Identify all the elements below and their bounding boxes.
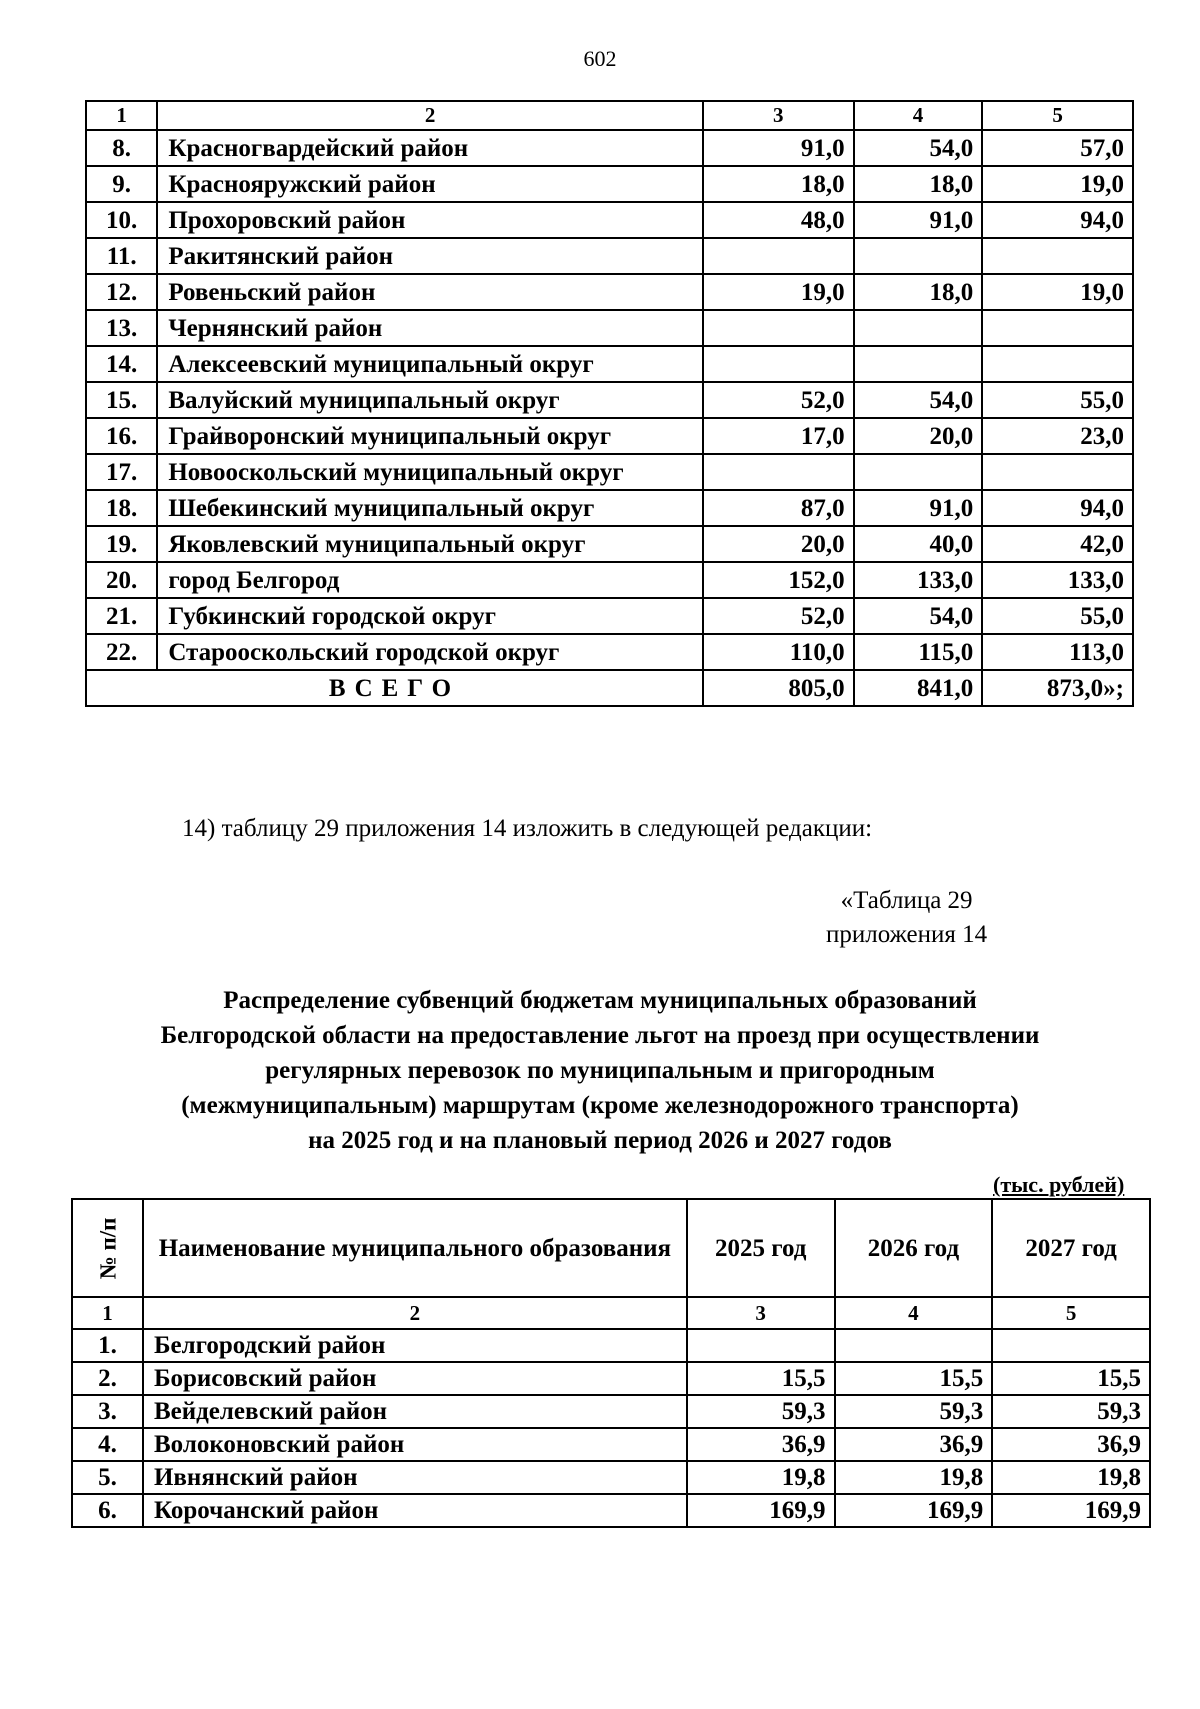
- row-number: 17.: [86, 454, 157, 490]
- column-number-row: [86, 101, 1133, 130]
- row-number: 14.: [86, 346, 157, 382]
- value-2025: 87,0: [703, 490, 854, 526]
- row-number: 2.: [72, 1362, 143, 1395]
- value-2027: 55,0: [982, 598, 1133, 634]
- value-2027: [982, 346, 1133, 382]
- title-line: Белгородской области на предоставление льгот на проезд при осуществлении: [160, 1022, 1040, 1049]
- municipality-name: Красногвардейский район: [157, 130, 703, 166]
- header-year-2026: 2026 год: [835, 1199, 993, 1297]
- page-number: 602: [583, 46, 617, 71]
- title-line: на 2025 год и на плановый период 2026 и 2027 годов: [308, 1127, 892, 1154]
- value-2026: 91,0: [854, 202, 983, 238]
- row-number: 9.: [86, 166, 157, 202]
- value-2027: 19,0: [982, 166, 1133, 202]
- row-number: 3.: [72, 1395, 143, 1428]
- row-number: 10.: [86, 202, 157, 238]
- value-2026: 36,9: [835, 1428, 993, 1461]
- municipality-name: Борисовский район: [143, 1362, 687, 1395]
- table-row: [86, 166, 1133, 202]
- table-row: [86, 238, 1133, 274]
- value-2025: 48,0: [703, 202, 854, 238]
- total-label: ВСЕГО: [86, 670, 703, 706]
- value-2026: 15,5: [835, 1362, 993, 1395]
- value-2025: 15,5: [687, 1362, 835, 1395]
- value-2025: 19,8: [687, 1461, 835, 1494]
- title-line: (межмуниципальным) маршрутам (кроме железнодорожного транспорта): [181, 1092, 1019, 1119]
- table-row: [72, 1395, 1150, 1428]
- table-row: [86, 274, 1133, 310]
- row-number: 12.: [86, 274, 157, 310]
- municipality-name: Шебекинский муниципальный округ: [157, 490, 703, 526]
- table-row: [86, 454, 1133, 490]
- value-2025: 18,0: [703, 166, 854, 202]
- value-2025: 169,9: [687, 1494, 835, 1527]
- value-2027: [982, 310, 1133, 346]
- row-number: 1.: [72, 1329, 143, 1362]
- value-2025: [703, 310, 854, 346]
- value-2026: 19,8: [835, 1461, 993, 1494]
- total-value-2025: 805,0: [703, 670, 854, 706]
- column-number: 2: [143, 1297, 687, 1329]
- table-row: [72, 1461, 1150, 1494]
- value-2026: 54,0: [854, 130, 983, 166]
- value-2026: 18,0: [854, 274, 983, 310]
- header-year-2027: 2027 год: [992, 1199, 1150, 1297]
- table-row: [86, 202, 1133, 238]
- value-2025: [703, 238, 854, 274]
- value-2027: 19,0: [982, 274, 1133, 310]
- column-number: 1: [72, 1297, 143, 1329]
- municipality-name: Старооскольский городской округ: [157, 634, 703, 670]
- value-2026: 133,0: [854, 562, 983, 598]
- value-2025: 36,9: [687, 1428, 835, 1461]
- table-row: [86, 598, 1133, 634]
- value-2027: 55,0: [982, 382, 1133, 418]
- table-row: [72, 1362, 1150, 1395]
- table-row: [86, 346, 1133, 382]
- value-2026: [854, 346, 983, 382]
- header-number-label: № п/п: [94, 1217, 120, 1279]
- value-2026: 115,0: [854, 634, 983, 670]
- value-2026: [854, 454, 983, 490]
- row-number: 15.: [86, 382, 157, 418]
- table-row: [72, 1494, 1150, 1527]
- municipality-name: Ровеньский район: [157, 274, 703, 310]
- value-2027: 19,8: [992, 1461, 1150, 1494]
- table-row: [72, 1329, 1150, 1362]
- value-2027: 113,0: [982, 634, 1133, 670]
- municipality-name: Алексеевский муниципальный округ: [157, 346, 703, 382]
- row-number: 11.: [86, 238, 157, 274]
- row-number: 8.: [86, 130, 157, 166]
- row-number: 16.: [86, 418, 157, 454]
- column-number: 5: [982, 101, 1133, 130]
- municipality-name: Валуйский муниципальный округ: [157, 382, 703, 418]
- table-header-row: [72, 1199, 1150, 1297]
- column-number-row: [72, 1297, 1150, 1329]
- row-number: 22.: [86, 634, 157, 670]
- units-label: (тыс. рублей): [993, 1172, 1125, 1197]
- total-row: [86, 670, 1133, 706]
- row-number: 21.: [86, 598, 157, 634]
- table-row: [86, 130, 1133, 166]
- value-2025: [703, 454, 854, 490]
- column-number: 4: [835, 1297, 993, 1329]
- value-2027: 133,0: [982, 562, 1133, 598]
- municipality-name: Ракитянский район: [157, 238, 703, 274]
- municipality-name: Волоконовский район: [143, 1428, 687, 1461]
- total-value-2026: 841,0: [854, 670, 983, 706]
- value-2026: 169,9: [835, 1494, 993, 1527]
- value-2027: 36,9: [992, 1428, 1150, 1461]
- value-2025: 17,0: [703, 418, 854, 454]
- municipality-name: Белгородский район: [143, 1329, 687, 1362]
- column-number: 4: [854, 101, 983, 130]
- column-number: 1: [86, 101, 157, 130]
- value-2027: [982, 238, 1133, 274]
- row-number: 5.: [72, 1461, 143, 1494]
- value-2025: 52,0: [703, 382, 854, 418]
- header-number: [72, 1199, 143, 1297]
- value-2027: 23,0: [982, 418, 1133, 454]
- table-29: [71, 1198, 1151, 1528]
- municipality-name: Прохоровский район: [157, 202, 703, 238]
- value-2027: 42,0: [982, 526, 1133, 562]
- table-row: [86, 526, 1133, 562]
- value-2027: 57,0: [982, 130, 1133, 166]
- value-2027: 169,9: [992, 1494, 1150, 1527]
- row-number: 6.: [72, 1494, 143, 1527]
- value-2025: 20,0: [703, 526, 854, 562]
- value-2027: 94,0: [982, 202, 1133, 238]
- table-row: [86, 562, 1133, 598]
- value-2026: 20,0: [854, 418, 983, 454]
- table-reference-line: приложения 14: [826, 921, 988, 948]
- municipality-name: Вейделевский район: [143, 1395, 687, 1428]
- value-2026: 91,0: [854, 490, 983, 526]
- municipality-name: Корочанский район: [143, 1494, 687, 1527]
- value-2026: 54,0: [854, 598, 983, 634]
- value-2025: 19,0: [703, 274, 854, 310]
- total-value-2027: 873,0»;: [982, 670, 1133, 706]
- value-2025: [703, 346, 854, 382]
- value-2027: [992, 1329, 1150, 1362]
- municipality-name: Губкинский городской округ: [157, 598, 703, 634]
- municipality-name: Краснояружский район: [157, 166, 703, 202]
- municipality-name: Новооскольский муниципальный округ: [157, 454, 703, 490]
- row-number: 13.: [86, 310, 157, 346]
- value-2027: 94,0: [982, 490, 1133, 526]
- value-2025: 52,0: [703, 598, 854, 634]
- column-number: 3: [703, 101, 854, 130]
- table-row: [86, 382, 1133, 418]
- municipality-name: город Белгород: [157, 562, 703, 598]
- title-line: регулярных перевозок по муниципальным и пригородным: [265, 1057, 935, 1084]
- value-2027: [982, 454, 1133, 490]
- table-28-continuation: [85, 100, 1134, 707]
- value-2025: 59,3: [687, 1395, 835, 1428]
- municipality-name: Яковлевский муниципальный округ: [157, 526, 703, 562]
- value-2025: 152,0: [703, 562, 854, 598]
- municipality-name: Грайворонский муниципальный округ: [157, 418, 703, 454]
- column-number: 3: [687, 1297, 835, 1329]
- table-title: [60, 983, 1140, 1158]
- table-reference-line: «Таблица 29: [840, 887, 973, 914]
- value-2026: 59,3: [835, 1395, 993, 1428]
- municipality-name: Ивнянский район: [143, 1461, 687, 1494]
- value-2025: [687, 1329, 835, 1362]
- value-2027: 15,5: [992, 1362, 1150, 1395]
- row-number: 18.: [86, 490, 157, 526]
- value-2026: 18,0: [854, 166, 983, 202]
- table-row: [86, 310, 1133, 346]
- row-number: 19.: [86, 526, 157, 562]
- table-row: [72, 1428, 1150, 1461]
- table-row: [86, 490, 1133, 526]
- value-2026: [835, 1329, 993, 1362]
- header-year-2025: 2025 год: [687, 1199, 835, 1297]
- row-number: 20.: [86, 562, 157, 598]
- table-reference: [826, 884, 987, 952]
- value-2025: 91,0: [703, 130, 854, 166]
- title-line: Распределение субвенций бюджетам муниципальных образований: [223, 987, 977, 1014]
- value-2026: [854, 310, 983, 346]
- column-number: 2: [157, 101, 703, 130]
- amendment-instruction: 14) таблицу 29 приложения 14 изложить в следующей редакции:: [182, 815, 873, 842]
- row-number: 4.: [72, 1428, 143, 1461]
- table-row: [86, 634, 1133, 670]
- municipality-name: Чернянский район: [157, 310, 703, 346]
- header-name: Наименование муниципального образования: [143, 1199, 687, 1297]
- value-2027: 59,3: [992, 1395, 1150, 1428]
- value-2026: 54,0: [854, 382, 983, 418]
- column-number: 5: [992, 1297, 1150, 1329]
- table-row: [86, 418, 1133, 454]
- value-2026: 40,0: [854, 526, 983, 562]
- value-2026: [854, 238, 983, 274]
- value-2025: 110,0: [703, 634, 854, 670]
